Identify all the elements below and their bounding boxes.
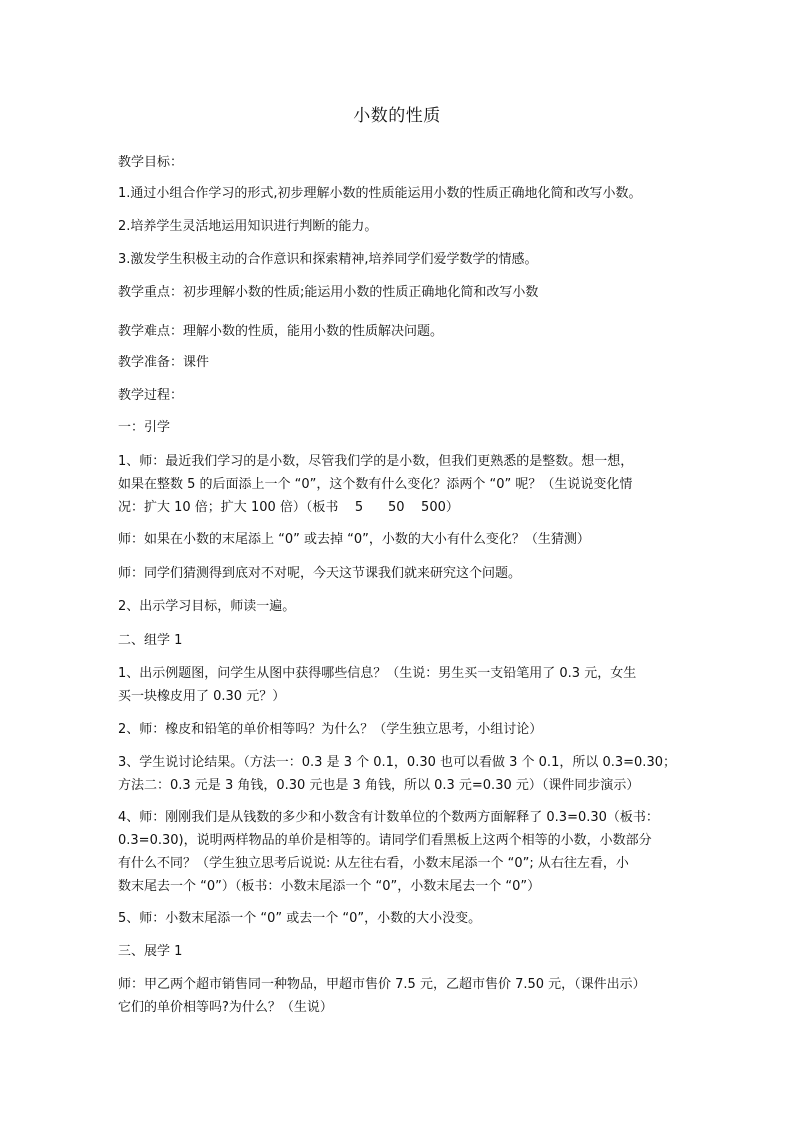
paragraph-intro-1 xyxy=(118,450,690,519)
paragraph-objective-3 xyxy=(118,248,690,271)
paragraph-process-heading xyxy=(118,384,690,407)
text-line: 师：同学们猜测得到底对不对呢，今天这节课我们就来研究这个问题。 xyxy=(118,566,522,581)
text-line: 教学准备：课件 xyxy=(118,355,210,370)
text-line: 二、组学 1 xyxy=(118,633,183,648)
text-line: 3、学生说讨论结果。（方法一：0.3 是 3 个 0.1，0.30 也可以看做 3 个 0.1，所以 0.3=0.30； xyxy=(118,755,676,770)
text-line: 0.3=0.30)，说明两样物品的单价是相等的。请同学们看黑板上这两个相等的小数，小数部分 xyxy=(118,833,652,848)
text-line: 况：扩大 10 倍；扩大 100 倍）（板书 5 50 500） xyxy=(118,500,459,515)
text-line: 2、出示学习目标，师读一遍。 xyxy=(118,599,296,614)
paragraph-group-2 xyxy=(118,718,690,741)
paragraph-teacher-question xyxy=(118,528,690,551)
paragraph-preparation xyxy=(118,351,690,374)
paragraph-group-4 xyxy=(118,806,690,898)
text-line: 数末尾去一个 “0”）（板书：小数末尾添一个 “0”，小数末尾去一个 “0”） xyxy=(118,879,541,894)
text-line: 教学过程： xyxy=(118,388,184,403)
paragraph-intro-2 xyxy=(118,595,690,618)
text-line: 它们的单价相等吗?为什么？（生说） xyxy=(118,1000,333,1015)
document-title: 小数的性质 xyxy=(353,106,441,126)
text-line: 三、展学 1 xyxy=(118,944,183,959)
paragraph-objective-2 xyxy=(118,215,690,238)
paragraph-group-5 xyxy=(118,907,690,930)
paragraph-key-points xyxy=(118,281,690,304)
text-line: 教学目标： xyxy=(118,155,184,170)
paragraph-teacher-transition xyxy=(118,562,690,585)
text-line: 师：甲乙两个超市销售同一种物品，甲超市售价 7.5 元，乙超市售价 7.50 元，（课件出示） xyxy=(118,977,646,992)
paragraph-group-3 xyxy=(118,751,690,797)
text-line: 师：如果在小数的末尾添上 “0” 或去掉 “0”，小数的大小有什么变化？（生猜测） xyxy=(118,532,590,547)
section-heading-group-study xyxy=(118,629,690,652)
text-line: 1、师：最近我们学习的是小数，尽管我们学的是小数，但我们更熟悉的是整数。想一想， xyxy=(118,454,634,469)
text-line: 5、师：小数末尾添一个 “0” 或去一个 “0”，小数的大小没变。 xyxy=(118,911,482,926)
text-line: 买一块橡皮用了 0.30 元？） xyxy=(118,689,286,704)
text-line: 教学重点：初步理解小数的性质;能运用小数的性质正确地化简和改写小数 xyxy=(118,285,539,300)
text-line: 如果在整数 5 的后面添上一个 “0”，这个数有什么变化？添两个 “0” 呢？（生说说变化情 xyxy=(118,477,633,492)
paragraph-objective-1 xyxy=(118,182,690,205)
text-line: 2、师：橡皮和铅笔的单价相等吗？为什么？（学生独立思考，小组讨论） xyxy=(118,722,543,737)
text-line: 1.通过小组合作学习的形式,初步理解小数的性质能运用小数的性质正确地化简和改写小数。 xyxy=(118,186,642,201)
text-line: 方法二：0.3 元是 3 角钱，0.30 元也是 3 角钱，所以 0.3 元=0.30 元）（课件同步演示） xyxy=(118,778,640,793)
text-line: 有什么不同？（学生独立思考后说说: 从左往右看，小数末尾添一个 “0”; 从右往左看，小 xyxy=(118,856,629,871)
section-heading-intro xyxy=(118,416,690,439)
paragraph-difficulties xyxy=(118,320,690,343)
paragraph-objectives-heading xyxy=(118,151,690,174)
text-line: 3.激发学生积极主动的合作意识和探索精神,培养同学们爱学数学的情感。 xyxy=(118,252,538,267)
section-heading-presentation xyxy=(118,940,690,963)
text-line: 4、师：刚刚我们是从钱数的多少和小数含有计数单位的个数两方面解释了 0.3=0.30（板书： xyxy=(118,810,659,825)
text-line: 2.培养学生灵活地运用知识进行判断的能力。 xyxy=(118,219,378,234)
text-line: 教学难点：理解小数的性质，能用小数的性质解决问题。 xyxy=(118,324,444,339)
text-line: 1、出示例题图，问学生从图中获得哪些信息？（生说：男生买一支铅笔用了 0.3 元，女生 xyxy=(118,666,637,681)
text-line: 一：引学 xyxy=(118,420,171,435)
paragraph-presentation-1 xyxy=(118,973,690,1019)
paragraph-group-1 xyxy=(118,662,690,708)
